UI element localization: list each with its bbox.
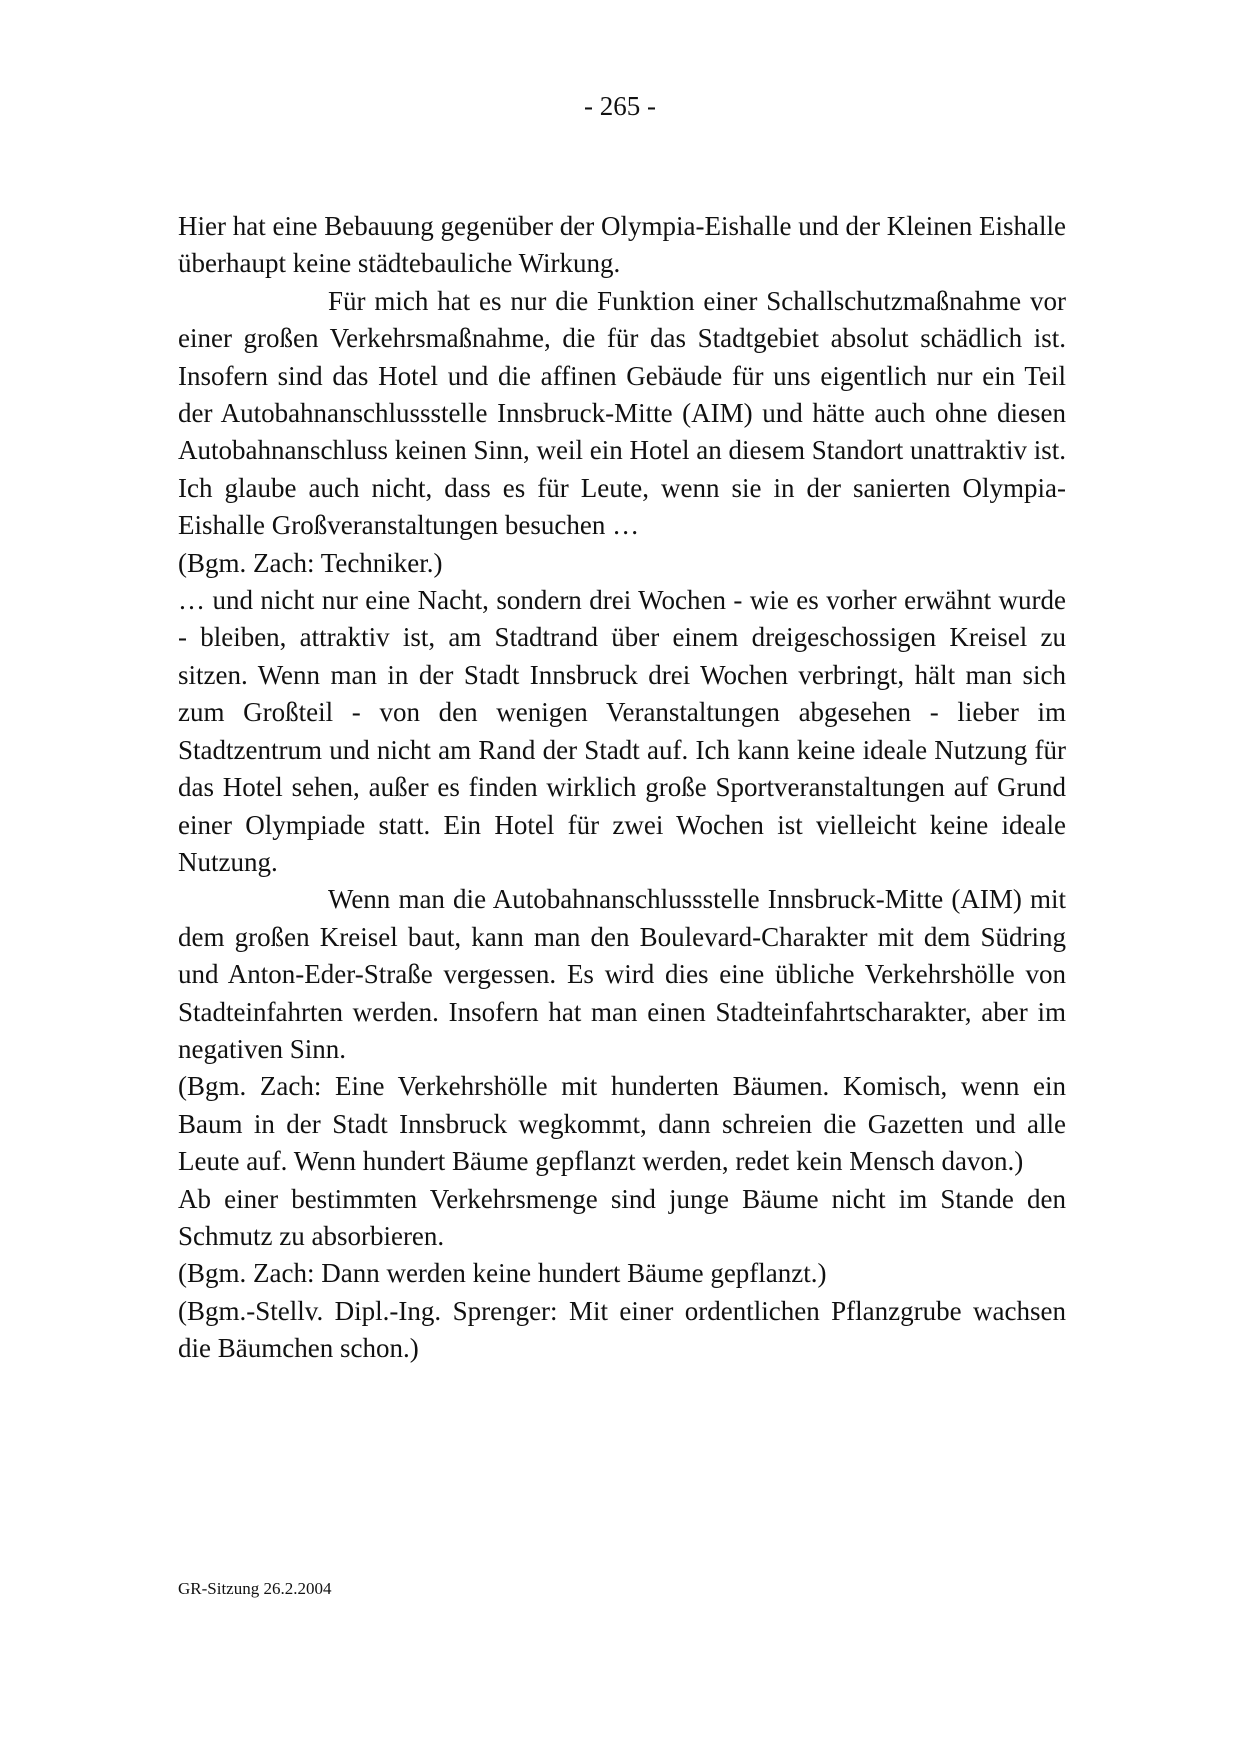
interjection-pflanzgrube: (Bgm.-Stellv. Dipl.-Ing. Sprenger: Mit einer ordentlichen Pflanzgrube wachsen die Bäumchen schon.): [178, 1295, 1066, 1364]
paragraph-kreisel: Wenn man die Autobahnanschlussstelle Innsbruck-Mitte (AIM) mit dem großen Kreisel baut, kann man den Boulevard-Charakter mit dem Südring und Anton-Eder-Straße vergessen. Es wird dies eine übliche Verkehrshölle von Stadteinfahrten werden. Insofern hat man einen Stadteinfahrtscharakter, aber im negativen Sinn.: [178, 884, 1066, 1064]
interjection-techniker: (Bgm. Zach: Techniker.): [178, 547, 443, 578]
footer-session-date: GR-Sitzung 26.2.2004: [178, 1579, 332, 1598]
paragraph-schallschutz: Für mich hat es nur die Funktion einer Schallschutzmaßnahme vor einer großen Verkehrsmaßnahme, die für das Stadtgebiet absolut schädlich ist. Insofern sind das Hotel und die affinen Gebäude für uns eigentlich nur ein Teil der Autobahnanschlussstelle Innsbruck-Mitte (AIM) und hätte auch ohne diesen Autobahnanschluss keinen Sinn, weil ein Hotel an diesem Standort unattraktiv ist. Ich glaube auch nicht, dass es für Leute, wenn sie in der sanierten Olympia-Eishalle Großveranstaltungen besuchen …: [178, 285, 1066, 541]
interjection-baeume: (Bgm. Zach: Eine Verkehrshölle mit hunderten Bäumen. Komisch, wenn ein Baum in der Stadt Innsbruck wegkommt, dann schreien die Gazetten und alle Leute auf. Wenn hundert Bäume gepflanzt werden, redet kein Mensch davon.): [178, 1071, 1066, 1177]
interjection-hundert-baeume: (Bgm. Zach: Dann werden keine hundert Bäume gepflanzt.): [178, 1258, 827, 1289]
paragraph-hotel-nutzung: … und nicht nur eine Nacht, sondern drei Wochen - wie es vorher erwähnt wurde - bleiben, attraktiv ist, am Stadtrand über einem dreigeschossigen Kreisel zu sitzen. Wenn man in der Stadt Innsbruck drei Wochen verbringt, hält man sich zum Großteil - von den wenigen Veranstaltungen abgesehen - lieber im Stadtzentrum und nicht am Rand der Stadt auf. Ich kann keine ideale Nutzung für das Hotel sehen, außer es finden wirklich große Sportveranstaltungen auf Grund einer Olympiade statt. Ein Hotel für zwei Wochen ist vielleicht keine ideale Nutzung.: [178, 585, 1066, 877]
paragraph-intro: Hier hat eine Bebauung gegenüber der Olympia-Eishalle und der Kleinen Eishalle überhaupt keine städtebauliche Wirkung.: [178, 211, 1066, 279]
paragraph-verkehrsmenge: Ab einer bestimmten Verkehrsmenge sind junge Bäume nicht im Stande den Schmutz zu absorbieren.: [178, 1183, 1066, 1251]
document-body: [178, 208, 1066, 1368]
page-number: - 265 -: [584, 91, 656, 121]
